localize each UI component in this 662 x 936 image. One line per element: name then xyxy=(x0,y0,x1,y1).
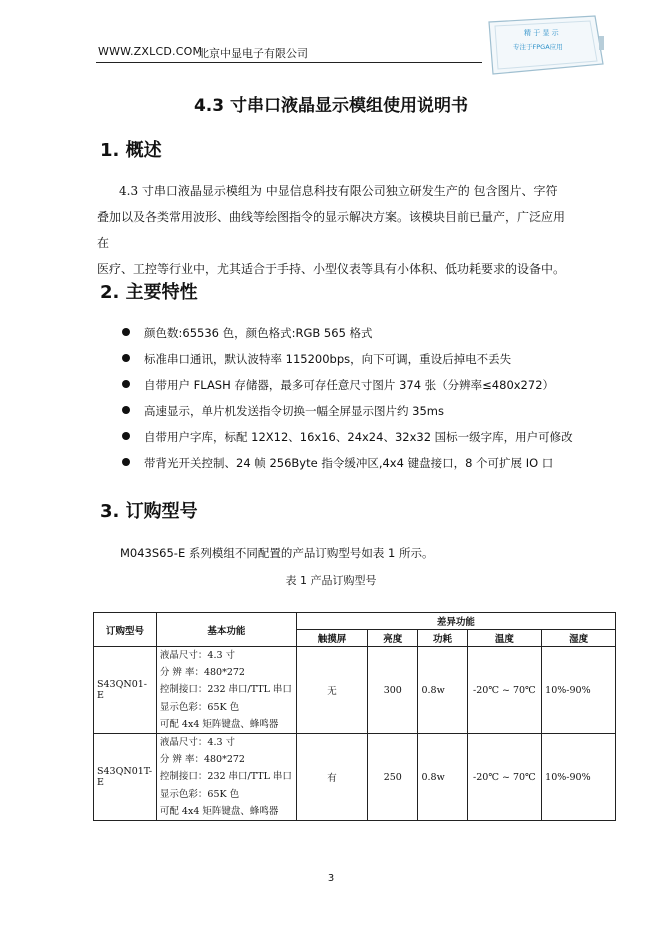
table-header-diff: 差异功能 xyxy=(296,613,615,630)
cell-touch: 无 xyxy=(296,647,367,734)
table-header-touch: 触摸屏 xyxy=(296,630,367,647)
overview-line: 医疗、工控等行业中，尤其适合于手持、小型仪表等具有小体积、低功耗要求的设备中。 xyxy=(97,262,566,276)
overview-line: 叠加以及各类常用波形、曲线等绘图指令的显示解决方案。该模块目前已量产，广泛应用在 xyxy=(97,210,566,250)
cell-model: S43QN01-E xyxy=(94,647,157,734)
page-number: 3 xyxy=(327,873,335,884)
table-header-power: 功耗 xyxy=(418,630,467,647)
cell-temperature: -20℃ ~ 70℃ xyxy=(467,734,542,821)
bullet-icon xyxy=(122,406,130,414)
section-heading-overview: 1. 概述 xyxy=(100,140,162,161)
header-company: 北京中显电子有限公司 xyxy=(198,47,308,60)
cell-power: 0.8w xyxy=(418,734,467,821)
cell-temperature: -20℃ ~ 70℃ xyxy=(467,647,542,734)
feature-item: 标准串口通讯，默认波特率 115200bps，向下可调，重设后掉电不丢失 xyxy=(122,351,511,367)
header-url: WWW.ZXLCD.COM xyxy=(98,45,203,58)
feature-item: 自带用户 FLASH 存储器，最多可存任意尺寸图片 374 张（分辨率≤480x272） xyxy=(122,377,554,393)
table-header-model: 订购型号 xyxy=(94,613,157,647)
feature-item: 高速显示，单片机发送指令切换一幅全屏显示图片约 35ms xyxy=(122,403,444,419)
bullet-icon xyxy=(122,380,130,388)
cell-brightness: 250 xyxy=(368,734,418,821)
bullet-icon xyxy=(122,432,130,440)
cell-features: 液晶尺寸：4.3 寸 分 辨 率：480*272 控制接口：232 串口/TTL 串口 显示色彩：65K 色 可配 4x4 矩阵键盘、蜂鸣器 xyxy=(156,647,296,734)
table-header-temperature: 温度 xyxy=(467,630,542,647)
bullet-icon xyxy=(122,328,130,336)
table-header-brightness: 亮度 xyxy=(368,630,418,647)
cell-humidity: 10%-90% xyxy=(542,647,616,734)
order-intro: M043S65-E 系列模组不同配置的产品订购型号如表 1 所示。 xyxy=(120,546,434,560)
cell-model: S43QN01T-E xyxy=(94,734,157,821)
overview-line: 4.3 寸串口液晶显示模组为 中显信息科技有限公司独立研发生产的 包含图片、字符 xyxy=(119,184,558,198)
feature-item: 颜色数:65536 色，颜色格式:RGB 565 格式 xyxy=(122,325,373,341)
cell-touch: 有 xyxy=(296,734,367,821)
feature-item: 带背光开关控制、24 帧 256Byte 指令缓冲区,4x4 键盘接口，8 个可扩展 IO 口 xyxy=(122,455,553,471)
section-heading-features: 2. 主要特性 xyxy=(100,282,198,303)
table-caption: 表 1 产品订购型号 xyxy=(285,574,377,587)
cell-humidity: 10%-90% xyxy=(542,734,616,821)
header-divider xyxy=(96,62,482,63)
logo-slogan: 精 于 显 示 xyxy=(524,29,559,37)
table-header-humidity: 湿度 xyxy=(542,630,616,647)
overview-paragraph xyxy=(97,178,567,282)
cell-features: 液晶尺寸：4.3 寸 分 辨 率：480*272 控制接口：232 串口/TTL 串口 显示色彩：65K 色 可配 4x4 矩阵键盘、蜂鸣器 xyxy=(156,734,296,821)
cell-power: 0.8w xyxy=(418,647,467,734)
bullet-icon xyxy=(122,354,130,362)
table-row xyxy=(94,734,616,821)
cell-brightness: 300 xyxy=(368,647,418,734)
table-row xyxy=(94,647,616,734)
section-heading-order: 3. 订购型号 xyxy=(100,501,198,522)
feature-item: 自带用户字库，标配 12X12、16x16、24x24、32x32 国标一级字库，用户可修改 xyxy=(122,429,573,445)
logo-subtitle: 专注于FPGA应用 xyxy=(513,43,563,51)
bullet-icon xyxy=(122,458,130,466)
order-table xyxy=(93,612,616,821)
table-header-basic: 基本功能 xyxy=(156,613,296,647)
document-title: 4.3 寸串口液晶显示模组使用说明书 xyxy=(193,96,469,116)
